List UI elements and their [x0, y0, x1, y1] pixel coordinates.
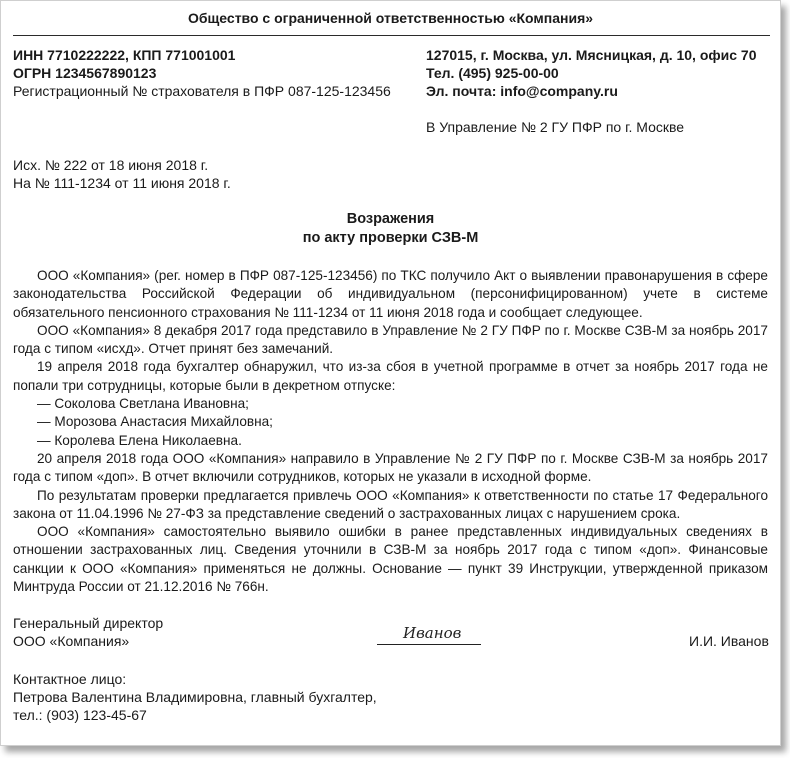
employee-item: — Королева Елена Николаевна.	[37, 432, 242, 448]
email: Эл. почта: info@company.ru	[426, 83, 618, 99]
signer-name: И.И. Иванов	[689, 633, 769, 649]
organization-name: Общество с ограниченной ответственностью «Компания»	[187, 10, 594, 26]
contact-name: Петрова Валентина Владимировна, главный бухгалтер,	[13, 689, 377, 705]
recipient: В Управление № 2 ГУ ПФР по г. Москве	[426, 119, 685, 135]
signature-line	[377, 644, 481, 645]
outgoing-block	[13, 156, 231, 192]
pfr-registration: Регистрационный № страхователя в ПФР 087-125-123456	[13, 83, 391, 99]
title-line-2: по акту проверки СЗВ-М	[302, 230, 479, 246]
contacts-block	[426, 46, 757, 100]
signatory-company: ООО «Компания»	[13, 633, 130, 649]
signature-script: Иванов	[403, 624, 462, 642]
ogrn: ОГРН 1234567890123	[13, 65, 157, 81]
paragraph-3: 19 апреля 2018 года бухгалтер обнаружил, что из-за сбоя в учетной программе в отчет за ноябрь 2017 года не попали три сотрудницы, которые были в декретном отпуске:	[13, 359, 768, 393]
paragraph-6: ООО «Компания» самостоятельно выявило ошибки в ранее представленных индивидуальных сведениях в отношении застрахованных лиц. Сведения уточнили в СЗВ-М за ноябрь 2017 года с типом «доп». Финансовые санкции к ООО «Компания» применяться не должны. Основание — пункт 39 Инструкции, утвержденной приказом Минтруда России от 21.12.2016 № 766н.	[13, 524, 768, 595]
contact-label: Контактное лицо:	[13, 671, 127, 687]
paragraph-1: ООО «Компания» (рег. номер в ПФР 087-125-123456) по ТКС получило Акт о выявлении правонарушения в сфере законодательства Российской Федерации об индивидуальном (персонифицированном) учете в системе обязательного пенсионного страхования № 111-1234 от 11 июня 2018 года и сообщает следующее.	[13, 268, 768, 320]
handwritten-signature	[377, 621, 481, 649]
requisites-block	[13, 46, 391, 100]
reply-to-number: На № 111-1234 от 11 июня 2018 г.	[13, 175, 231, 191]
paragraph-2: ООО «Компания» 8 декабря 2017 года представило в Управление № 2 ГУ ПФР по г. Москве СЗВ-М за ноябрь 2017 года с типом «исхд». Отчет принят без замечаний.	[13, 322, 768, 357]
title-line-1: Возражения	[346, 211, 435, 227]
inn-kpp: ИНН 7710222222, КПП 771001001	[13, 47, 236, 63]
employee-item: — Морозова Анастасия Михайловна;	[37, 414, 273, 430]
contact-phone: тел.: (903) 123-45-67	[13, 707, 147, 723]
employee-item: — Соколова Светлана Ивановна;	[37, 396, 249, 412]
document-body	[13, 267, 768, 596]
paragraph-5: По результатам проверки предлагается привлечь ООО «Компания» к ответственности по статье 17 Федерального закона от 11.04.1996 № 27-ФЗ за представление сведений о застрахованных лицах с нарушением срока.	[13, 487, 768, 521]
contact-person-block	[13, 670, 377, 724]
document-title	[1, 210, 780, 248]
address: 127015, г. Москва, ул. Мясницкая, д. 10, офис 70	[426, 47, 757, 63]
header-divider	[13, 35, 770, 36]
paragraph-4: 20 апреля 2018 года ООО «Компания» направило в Управление № 2 ГУ ПФР по г. Москве СЗВ-М за ноябрь 2017 года с типом «доп». В отчет включили сотрудников, которых не указали в исходной форме.	[13, 450, 768, 485]
signatory-block	[13, 614, 163, 650]
outgoing-number: Исх. № 222 от 18 июня 2018 г.	[13, 157, 209, 173]
signatory-position: Генеральный директор	[13, 615, 164, 631]
phone: Тел. (495) 925-00-00	[426, 65, 559, 81]
